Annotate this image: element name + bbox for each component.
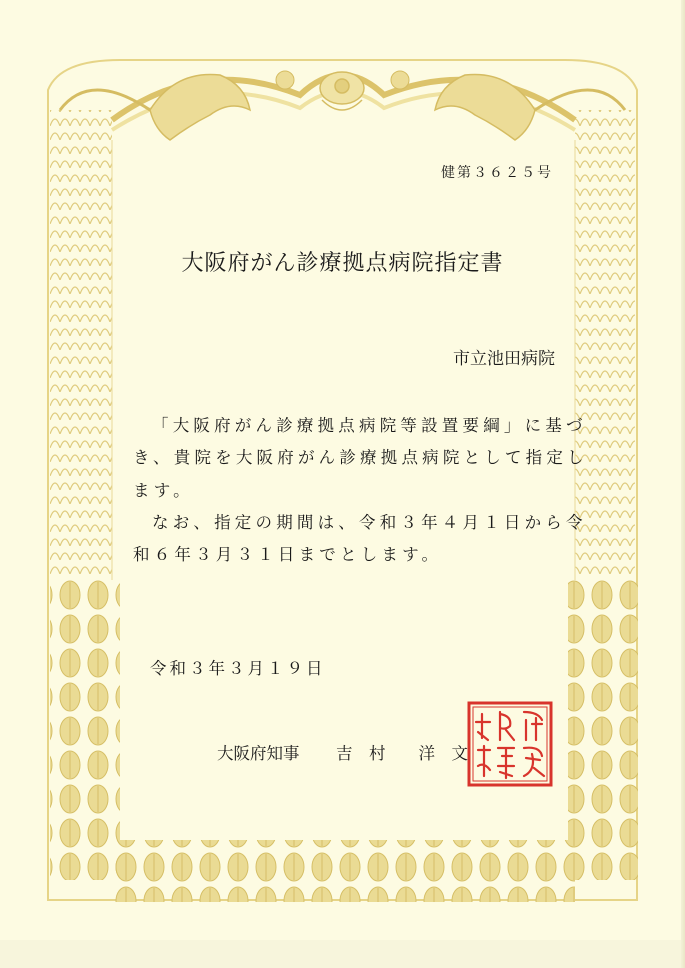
body-text-line: ます。 — [133, 481, 194, 500]
left-leaf-ornament — [50, 580, 120, 880]
body-text-line: 和６年３月３１日までとします。 — [133, 545, 443, 564]
left-feather-ornament — [50, 110, 112, 580]
center-crest-ornament — [320, 72, 364, 110]
signatory-title: 大阪府知事 — [217, 744, 300, 763]
signatory-name: 吉 村 洋 文 — [336, 744, 468, 763]
certificate-title: 大阪府がん診療拠点病院指定書 — [181, 251, 504, 276]
official-seal — [466, 700, 554, 788]
right-leaf-ornament — [568, 580, 638, 880]
issue-date: 令和３年３月１９日 — [150, 659, 326, 678]
certificate-number: 健第３６２５号 — [441, 165, 553, 181]
recipient-name: 市立池田病院 — [453, 349, 555, 369]
body-text-line: なお、指定の期間は、令和３年４月１日から令 — [152, 513, 587, 532]
bottom-leaf-ornament — [110, 840, 575, 902]
body-text-line: 「大阪府がん診療拠点病院等設置要綱」に基づ — [152, 416, 587, 435]
body-text-line: き、貴院を大阪府がん診療拠点病院として指定し — [133, 448, 588, 467]
